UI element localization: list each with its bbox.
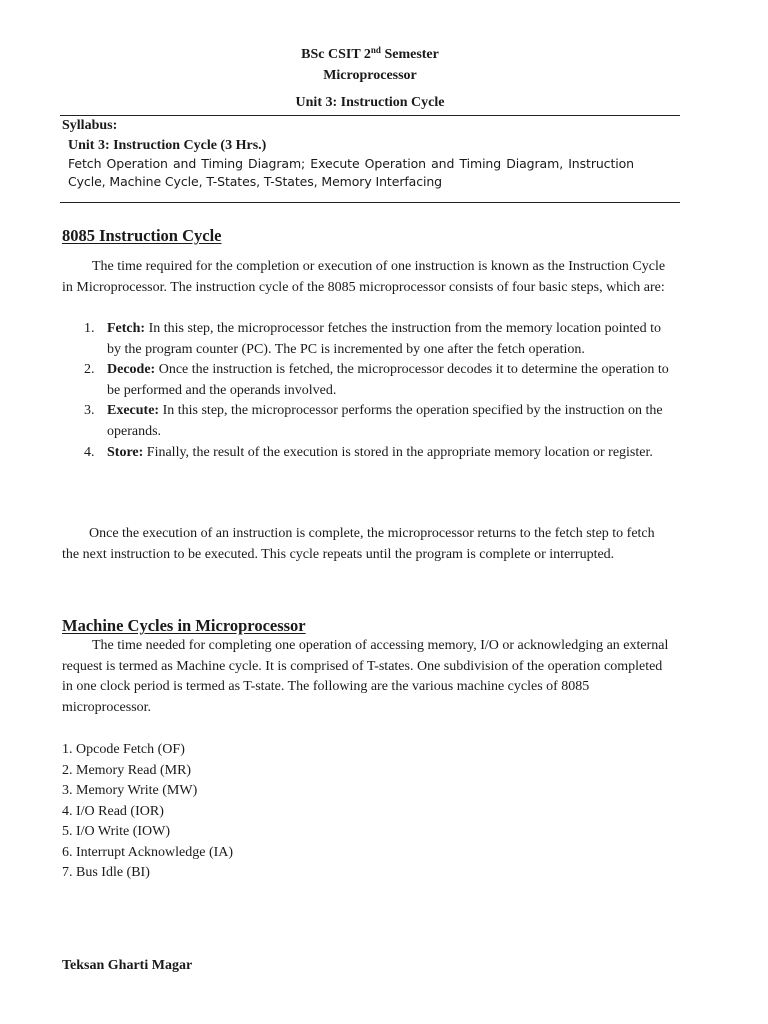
course-title: BSc CSIT 2nd Semester bbox=[301, 45, 439, 62]
list-item: 1. Fetch: In this step, the microprocessor fetches the instruction from the memory location pointed to by the program counter (PC). The PC is incremented by one after the fetch operation. bbox=[84, 321, 662, 357]
machine-cycles-list bbox=[62, 740, 233, 884]
list-item: 6. Interrupt Acknowledge (IA) bbox=[62, 844, 234, 860]
syllabus-topics: Fetch Operation and Timing Diagram; Execute Operation and Timing Diagram, Instruction Cycle, Machine Cycle, T-States, T-States, Memory Interfacing bbox=[68, 156, 634, 189]
instruction-cycle-intro: The time required for the completion or execution of one instruction is known as the Instruction Cycle in Microprocessor. The instruction cycle of the 8085 microprocessor consists of four basic steps, which are: bbox=[62, 259, 666, 295]
instruction-steps-list bbox=[62, 319, 674, 463]
section-heading-machine-cycles: Machine Cycles in Microprocessor bbox=[62, 616, 306, 635]
list-item: 4. Store: Finally, the result of the execution is stored in the appropriate memory location or register. bbox=[84, 444, 653, 460]
list-item: 7. Bus Idle (BI) bbox=[62, 865, 150, 880]
section-heading-instruction-cycle: 8085 Instruction Cycle bbox=[62, 226, 222, 245]
subject-title: Microprocessor bbox=[323, 68, 417, 83]
unit-title: Unit 3: Instruction Cycle bbox=[295, 95, 445, 110]
machine-cycles-intro: The time needed for completing one operation of accessing memory, I/O or acknowledging an external request is termed as Machine cycle. It is comprised of T-states. One subdivision of the operation completed in one clock period is termed as T-state. The following are the various machine cycles of 8085 microprocessor. bbox=[62, 638, 669, 715]
syllabus-divider bbox=[60, 202, 680, 203]
list-item: 2. Memory Read (MR) bbox=[62, 762, 192, 778]
list-item: 4. I/O Read (IOR) bbox=[62, 803, 164, 819]
instruction-cycle-closing: Once the execution of an instruction is complete, the microprocessor returns to the fetch step to fetch the next instruction to be executed. This cycle repeats until the program is complete or interrupted. bbox=[62, 526, 655, 562]
syllabus-unit-title: Unit 3: Instruction Cycle (3 Hrs.) bbox=[68, 138, 267, 153]
list-item: 3. Execute: In this step, the microprocessor performs the operation specified by the instruction on the operands. bbox=[84, 403, 663, 439]
list-item: 2. Decode: Once the instruction is fetched, the microprocessor decodes it to determine the operation to be performed and the operands involved. bbox=[84, 362, 669, 398]
top-divider bbox=[60, 115, 680, 116]
author-name: Teksan Gharti Magar bbox=[62, 958, 193, 973]
syllabus-label: Syllabus: bbox=[62, 118, 118, 133]
list-item: 3. Memory Write (MW) bbox=[62, 783, 198, 798]
list-item: 5. I/O Write (IOW) bbox=[62, 824, 171, 839]
list-item: 1. Opcode Fetch (OF) bbox=[62, 742, 185, 757]
